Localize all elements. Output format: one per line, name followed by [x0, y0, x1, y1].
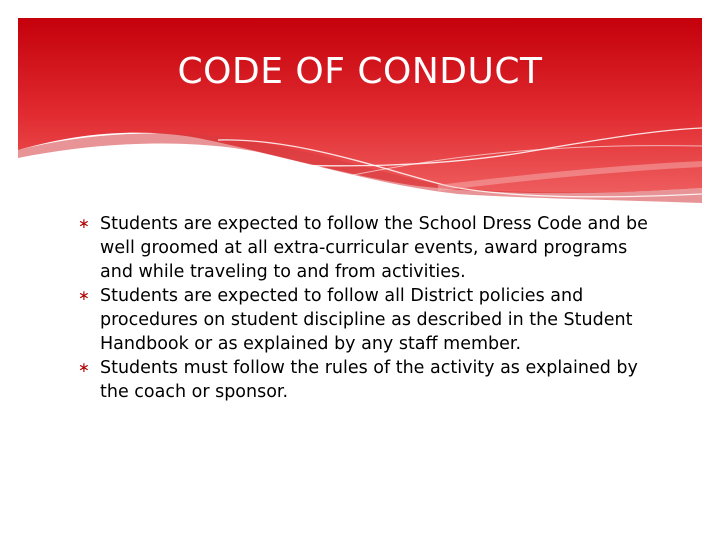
banner-graphic — [18, 18, 702, 203]
title-banner — [18, 18, 702, 203]
slide-title: CODE OF CONDUCT — [177, 51, 543, 92]
bullet-text: Students are expected to follow the School Dress Code and be well groomed at all extra-curricular events, award programs and while traveling to and from activities. — [100, 214, 648, 282]
bullet-text: Students must follow the rules of the activity as explained by the coach or sponsor. — [100, 358, 638, 402]
asterisk-bullet-icon: ∗ — [78, 216, 90, 232]
bullet-item — [78, 284, 658, 356]
asterisk-bullet-icon: ∗ — [78, 288, 90, 304]
bullet-list — [78, 212, 658, 404]
bullet-text: Students are expected to follow all District policies and procedures on student discipline as described in the Student Handbook or as explained by any staff member. — [100, 286, 633, 354]
bullet-item — [78, 356, 658, 404]
asterisk-bullet-icon: ∗ — [78, 360, 90, 376]
bullet-item — [78, 212, 658, 284]
